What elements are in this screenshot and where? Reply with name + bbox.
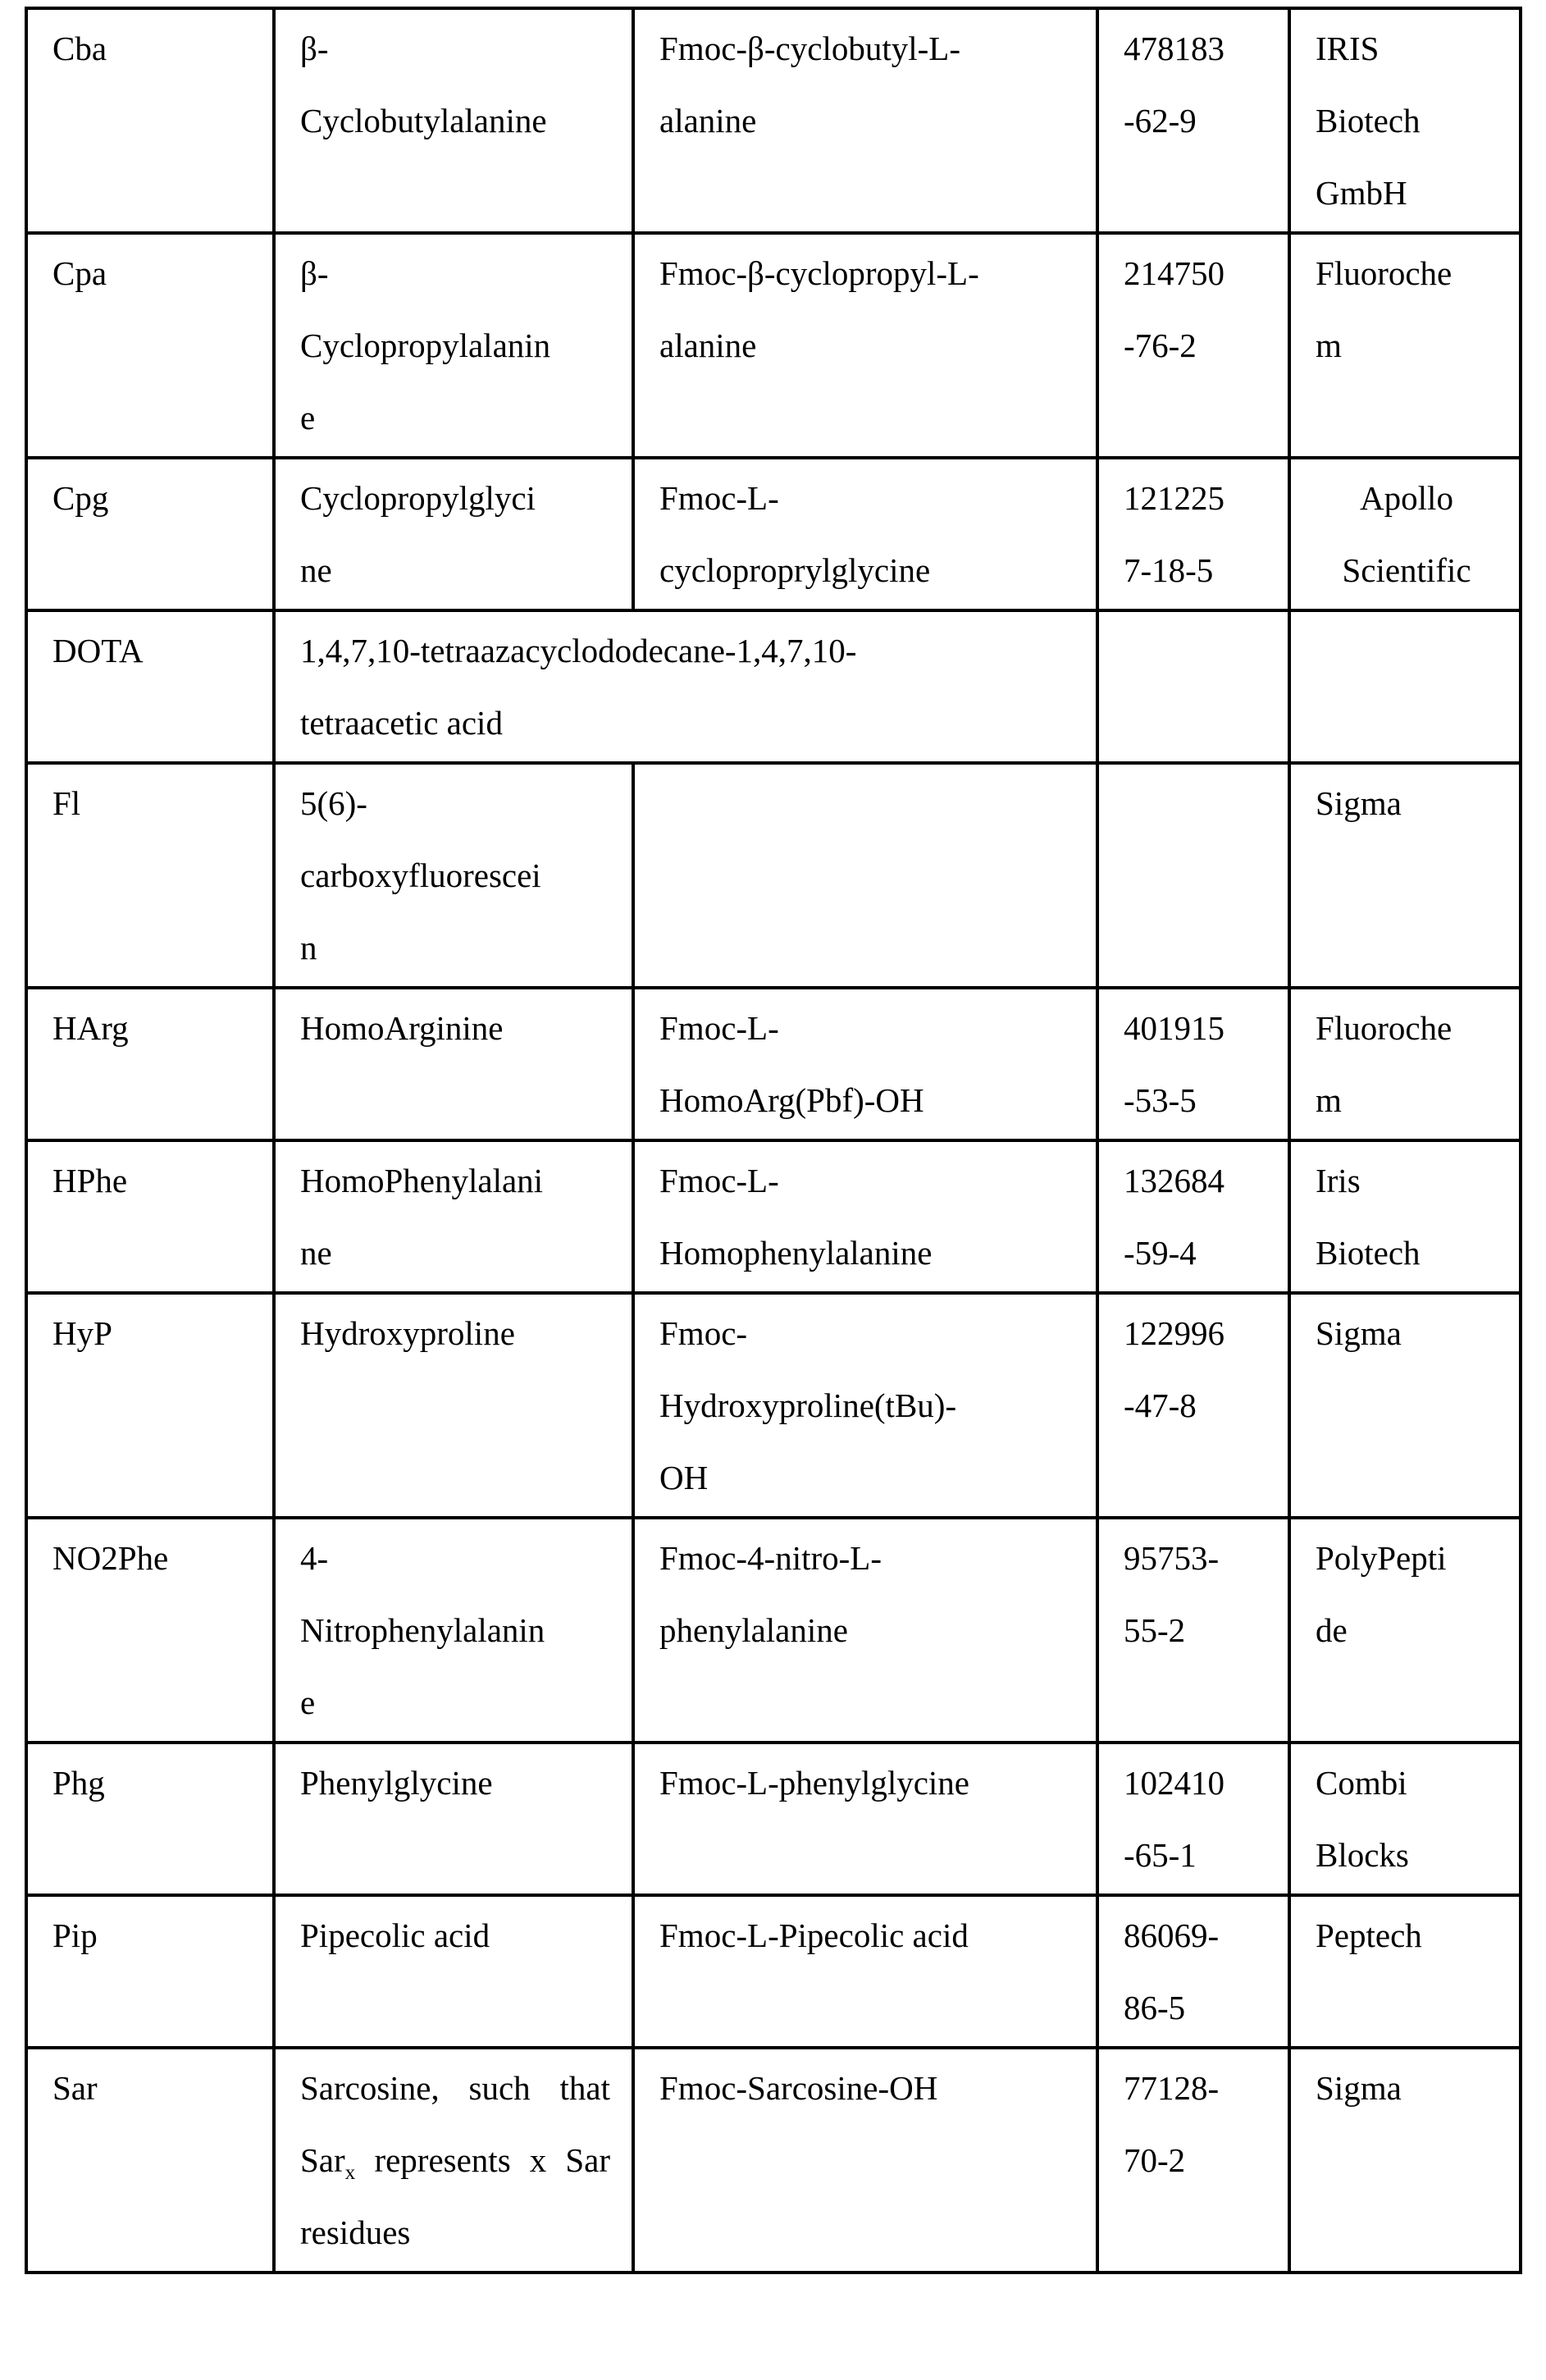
cell-full-name: Hydroxyproline — [274, 1293, 633, 1518]
table-row — [26, 1743, 1521, 1895]
table-row — [26, 458, 1521, 610]
cell-cas-number: 86069- 86-5 — [1097, 1895, 1289, 2048]
cell-cas-number — [1097, 610, 1289, 763]
cell-full-name: Pipecolic acid — [274, 1895, 633, 2048]
cell-cas-number — [1097, 763, 1289, 988]
cell-abbreviation: HyP — [26, 1293, 274, 1518]
cell-abbreviation: Sar — [26, 2048, 274, 2273]
cell-full-name: 4- Nitrophenylalanin e — [274, 1518, 633, 1743]
cell-abbreviation: Cpa — [26, 233, 274, 458]
cell-supplier: Sigma — [1289, 2048, 1521, 2273]
cell-reagent: Fmoc-β-cyclopropyl-L- alanine — [633, 233, 1097, 458]
table-row — [26, 1293, 1521, 1518]
cell-abbreviation: DOTA — [26, 610, 274, 763]
cell-reagent: Fmoc- Hydroxyproline(tBu)- OH — [633, 1293, 1097, 1518]
cell-full-name: HomoArginine — [274, 988, 633, 1140]
cell-reagent: Fmoc-L-phenylglycine — [633, 1743, 1097, 1895]
cell-cas-number: 77128- 70-2 — [1097, 2048, 1289, 2273]
cell-reagent: Fmoc-L-Pipecolic acid — [633, 1895, 1097, 2048]
cell-supplier: Iris Biotech — [1289, 1140, 1521, 1293]
cell-cas-number: 95753- 55-2 — [1097, 1518, 1289, 1743]
cell-supplier: Fluoroche m — [1289, 988, 1521, 1140]
table-row — [26, 233, 1521, 458]
cell-abbreviation: Phg — [26, 1743, 274, 1895]
cell-supplier: Combi Blocks — [1289, 1743, 1521, 1895]
cell-cas-number: 132684 -59-4 — [1097, 1140, 1289, 1293]
cell-full-name — [274, 2048, 633, 2273]
cell-reagent: Fmoc-L- HomoArg(Pbf)-OH — [633, 988, 1097, 1140]
cell-reagent: Fmoc-L- Homophenylalanine — [633, 1140, 1097, 1293]
cell-abbreviation: NO2Phe — [26, 1518, 274, 1743]
table-row — [26, 1140, 1521, 1293]
table-row — [26, 988, 1521, 1140]
cell-reagent: Fmoc-β-cyclobutyl-L- alanine — [633, 8, 1097, 233]
cell-full-name: HomoPhenylalani ne — [274, 1140, 633, 1293]
table-row — [26, 763, 1521, 988]
cell-reagent: Fmoc-L- cycloproprylglycine — [633, 458, 1097, 610]
abbreviation-table — [25, 7, 1522, 2274]
sar-name-pre: Sarcosine, such that Sar — [300, 2069, 610, 2179]
cell-full-name: Cyclopropylglyci ne — [274, 458, 633, 610]
cell-abbreviation: Cpg — [26, 458, 274, 610]
cell-abbreviation: HPhe — [26, 1140, 274, 1293]
cell-abbreviation: Pip — [26, 1895, 274, 2048]
cell-full-name: β- Cyclobutylalanine — [274, 8, 633, 233]
table-row — [26, 1895, 1521, 2048]
cell-supplier: Apollo Scientific — [1289, 458, 1521, 610]
subscript-x: x — [344, 2161, 356, 2185]
table-row — [26, 610, 1521, 763]
cell-abbreviation: Cba — [26, 8, 274, 233]
cell-supplier — [1289, 610, 1521, 763]
cell-cas-number: 214750 -76-2 — [1097, 233, 1289, 458]
cell-supplier: Sigma — [1289, 1293, 1521, 1518]
cell-full-name: 5(6)- carboxyfluorescei n — [274, 763, 633, 988]
cell-reagent: Fmoc-Sarcosine-OH — [633, 2048, 1097, 2273]
cell-full-name: β- Cyclopropylalanin e — [274, 233, 633, 458]
table-row — [26, 1518, 1521, 1743]
cell-cas-number: 401915 -53-5 — [1097, 988, 1289, 1140]
cell-full-name: 1,4,7,10-tetraazacyclododecane-1,4,7,10- tetraacetic acid — [274, 610, 1097, 763]
cell-cas-number: 122996 -47-8 — [1097, 1293, 1289, 1518]
cell-supplier: IRIS Biotech GmbH — [1289, 8, 1521, 233]
cell-supplier: Fluoroche m — [1289, 233, 1521, 458]
cell-full-name: Phenylglycine — [274, 1743, 633, 1895]
cell-abbreviation: HArg — [26, 988, 274, 1140]
cell-supplier: Sigma — [1289, 763, 1521, 988]
cell-supplier: PolyPepti de — [1289, 1518, 1521, 1743]
cell-supplier: Peptech — [1289, 1895, 1521, 2048]
cell-reagent: Fmoc-4-nitro-L- phenylalanine — [633, 1518, 1097, 1743]
table-row — [26, 2048, 1521, 2273]
sar-name-post: represents x Sar residues — [300, 2141, 610, 2251]
cell-cas-number: 121225 7-18-5 — [1097, 458, 1289, 610]
cell-cas-number: 102410 -65-1 — [1097, 1743, 1289, 1895]
cell-reagent — [633, 763, 1097, 988]
table-row — [26, 8, 1521, 233]
cell-cas-number: 478183 -62-9 — [1097, 8, 1289, 233]
cell-abbreviation: Fl — [26, 763, 274, 988]
